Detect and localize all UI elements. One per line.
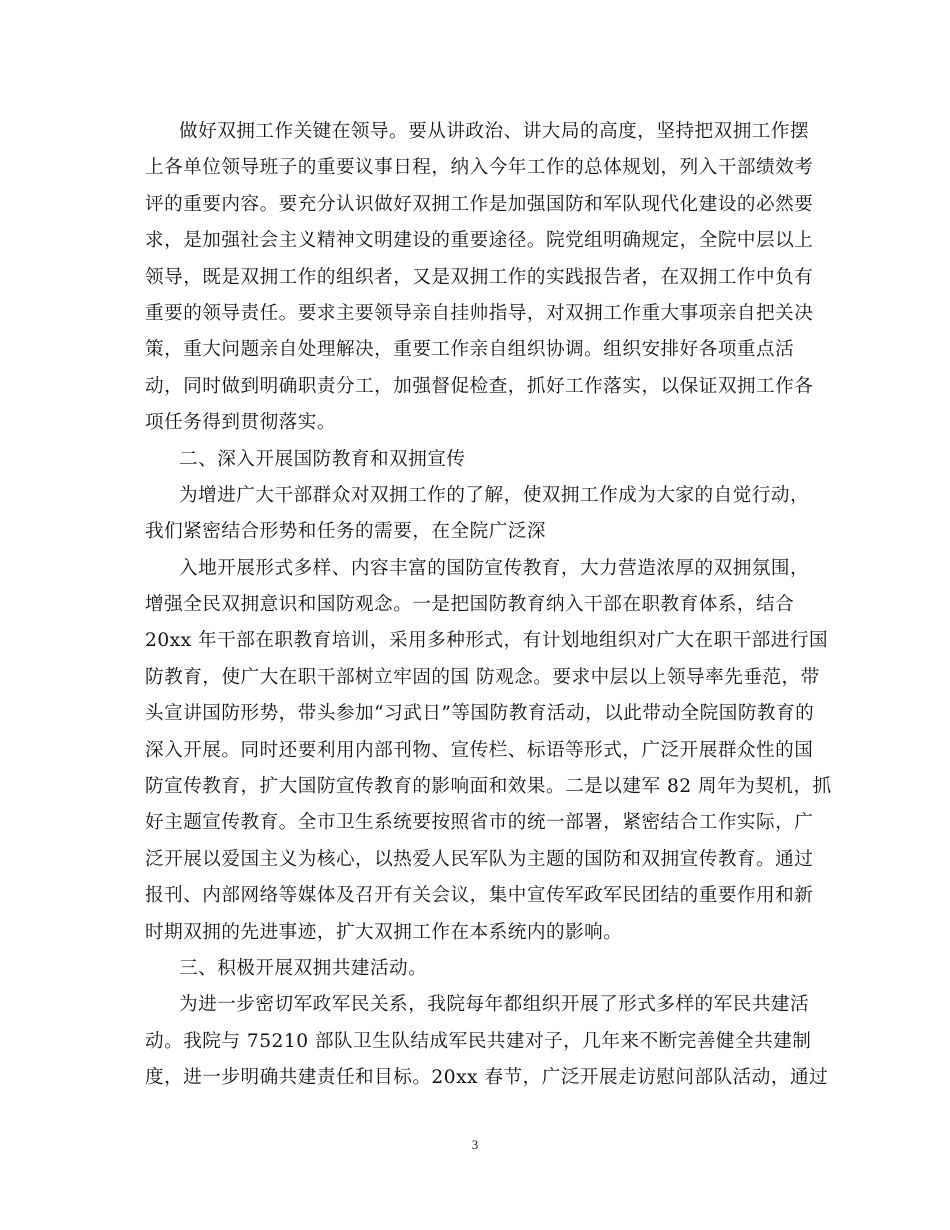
document-body	[145, 114, 832, 1097]
text-line: 评的重要内容。要充分认识做好双拥工作是加强国防和军队现代化建设的必然要	[145, 193, 814, 215]
text-line: 求，是加强社会主义精神文明建设的重要途径。院党组明确规定，全院中层以上	[145, 230, 814, 252]
text-line: 入地开展形式多样、内容丰富的国防宣传教育，大力营造浓厚的双拥氛围，	[179, 557, 810, 579]
paragraph-leadership	[145, 114, 814, 442]
text-line: 头宣讲国防形势，带头参加“习武日”等国防教育活动，以此带动全院国防教育的	[145, 703, 815, 725]
text-line: 泛开展以爱国主义为核心，以热爱人民军队为主题的国防和双拥宣传教育。通过	[145, 848, 814, 870]
paragraph-education	[145, 551, 832, 951]
paragraph-awareness	[145, 478, 810, 551]
heading-text: 三、积极开展双拥共建活动。	[179, 957, 428, 979]
text-line: 重要的领导责任。要求主要领导亲自挂帅指导，对双拥工作重大事项亲自把关决	[145, 302, 814, 324]
section-heading-2	[145, 442, 805, 478]
text-line: 时期双拥的先进事迹，扩大双拥工作在本系统内的影响。	[145, 921, 623, 943]
text-line: 增强全民双拥意识和国防观念。一是把国防教育纳入干部在职教育体系，结合	[145, 594, 795, 616]
text-line: 领导，既是双拥工作的组织者，又是双拥工作的实践报告者，在双拥工作中负有	[145, 266, 814, 288]
text-line: 深入开展。同时还要利用内部刊物、宣传栏、标语等形式，广泛开展群众性的国	[145, 739, 814, 761]
text-line: 策，重大问题亲自处理解决，重要工作亲自组织协调。组织安排好各项重点活	[145, 339, 795, 361]
text-line: 为进一步密切军政军民关系，我院每年都组织开展了形式多样的军民共建活	[179, 994, 810, 1016]
heading-text: 二、深入开展国防教育和双拥宣传	[179, 448, 466, 470]
text-line: 20xx 年干部在职教育培训，采用多种形式，有计划地组织对广大在职干部进行国	[145, 630, 829, 652]
text-line: 动，同时做到明确职责分工，加强督促检查，抓好工作落实，以保证双拥工作各	[145, 375, 814, 397]
text-line: 报刊、内部网络等媒体及召开有关会议，集中宣传军政军民团结的重要作用和新	[145, 885, 814, 907]
text-line: 防教育，使广大在职干部树立牢固的国 防观念。要求中层以上领导率先垂范，带	[145, 666, 820, 688]
text-line: 度，进一步明确共建责任和目标。20xx 春节，广泛开展走访慰问部队活动，通过	[145, 1067, 829, 1089]
text-line: 动。我院与 75210 部队卫生队结成军民共建对子，几年来不断完善健全共建制	[145, 1030, 812, 1052]
text-line: 防宣传教育，扩大国防宣传教育的影响面和效果。二是以建军 82 周年为契机，抓	[145, 776, 832, 798]
text-line: 上各单位领导班子的重要议事日程，纳入今年工作的总体规划，列入干部绩效考	[145, 157, 814, 179]
section-heading-3	[145, 951, 805, 987]
page-number: 3	[471, 1137, 479, 1152]
text-line: 做好双拥工作关键在领导。要从讲政治、讲大局的高度，坚持把双拥工作摆	[179, 121, 810, 142]
text-line: 我们紧密结合形势和任务的需要，在全院广泛深	[145, 521, 546, 543]
paragraph-joint-construction	[145, 987, 829, 1096]
text-line: 好主题宣传教育。全市卫生系统要按照省市的统一部署，紧密结合工作实际，广	[145, 812, 814, 834]
text-line: 为增进广大干部群众对双拥工作的了解，使双拥工作成为大家的自觉行动，	[179, 484, 810, 506]
text-line: 项任务得到贯彻落实。	[145, 412, 336, 434]
